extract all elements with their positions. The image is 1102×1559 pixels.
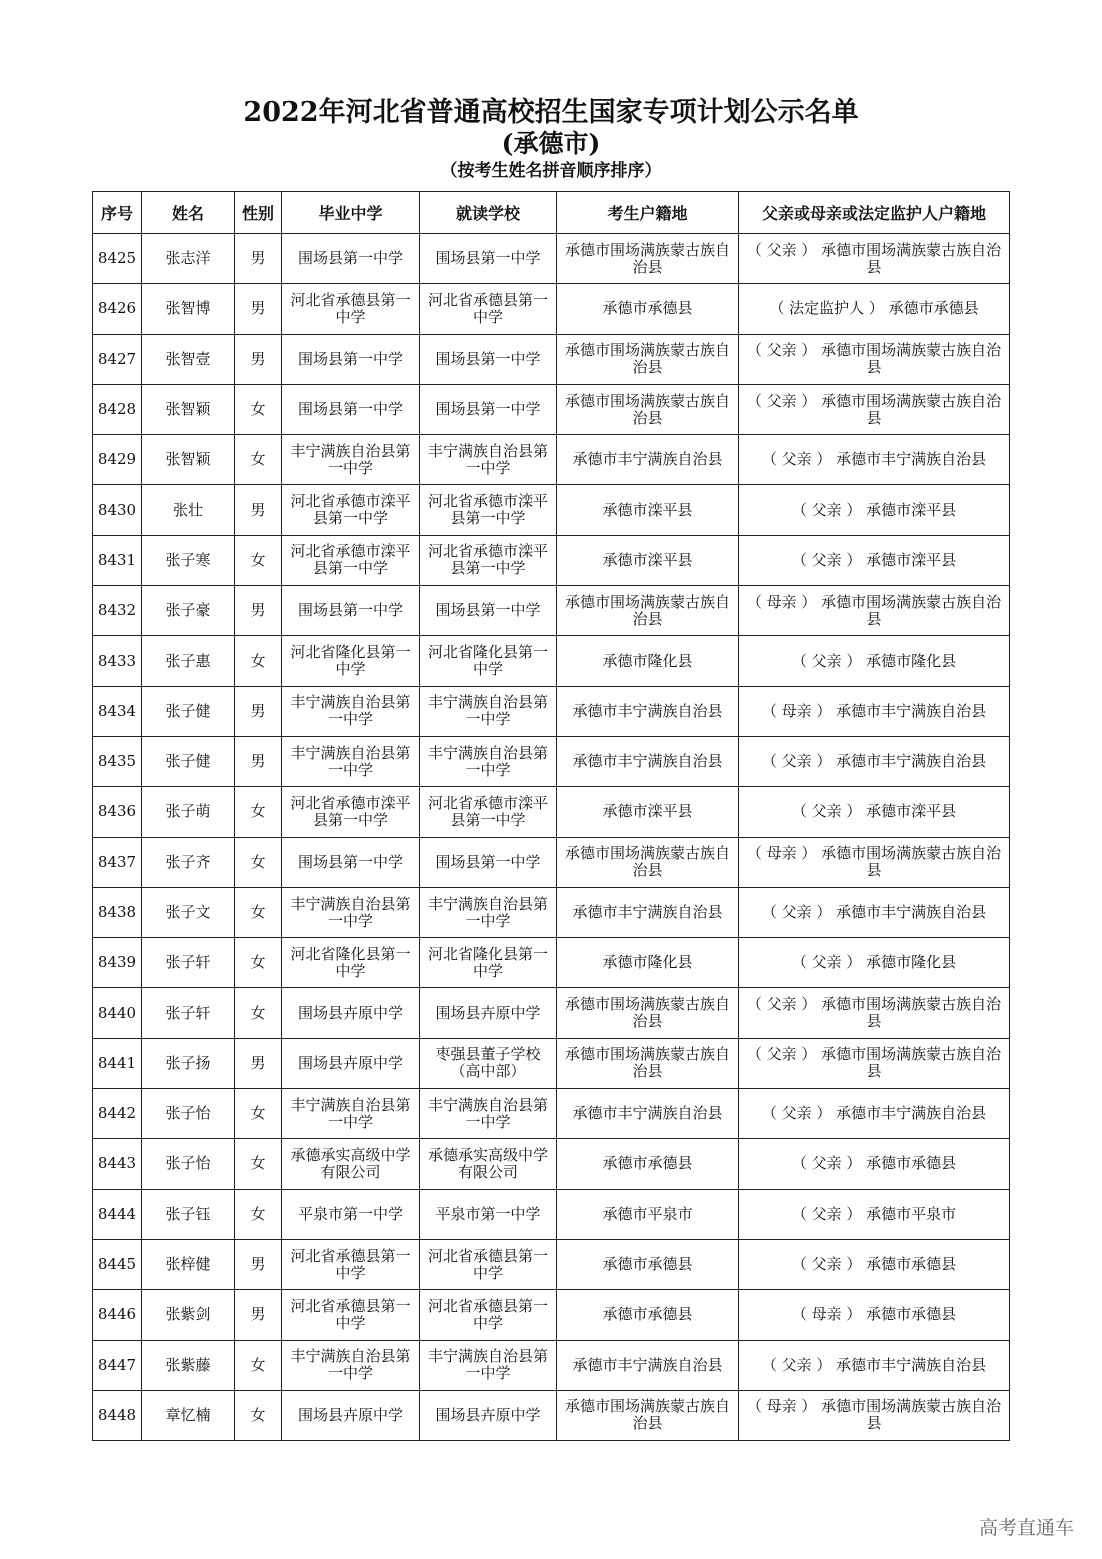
cell-gender: 女 xyxy=(235,1390,282,1440)
cell-guardian-registration: （ 父亲 ） 承德市承德县 xyxy=(739,1139,1010,1189)
cell-seq: 8444 xyxy=(93,1189,142,1239)
cell-guardian-registration: （ 母亲 ） 承德市丰宁满族自治县 xyxy=(739,686,1010,736)
cell-seq: 8445 xyxy=(93,1239,142,1289)
cell-gender: 女 xyxy=(235,938,282,988)
table-header-row xyxy=(93,192,1010,234)
cell-household-registration: 承德市丰宁满族自治县 xyxy=(557,686,739,736)
cell-household-registration: 承德市滦平县 xyxy=(557,787,739,837)
cell-gender: 女 xyxy=(235,988,282,1038)
cell-guardian-registration: （ 父亲 ） 承德市平泉市 xyxy=(739,1189,1010,1239)
column-header-seq: 序号 xyxy=(93,192,142,234)
cell-gender: 女 xyxy=(235,887,282,937)
cell-guardian-registration: （ 父亲 ） 承德市围场满族蒙古族自治县 xyxy=(739,334,1010,384)
cell-household-registration: 承德市围场满族蒙古族自治县 xyxy=(557,1390,739,1440)
column-header-current-school: 就读学校 xyxy=(420,192,557,234)
cell-seq: 8441 xyxy=(93,1038,142,1088)
cell-guardian-registration: （ 父亲 ） 承德市丰宁满族自治县 xyxy=(739,435,1010,485)
cell-current-school: 围场县第一中学 xyxy=(420,586,557,636)
cell-household-registration: 承德市围场满族蒙古族自治县 xyxy=(557,988,739,1038)
cell-name: 张子萌 xyxy=(142,787,235,837)
cell-household-registration: 承德市承德县 xyxy=(557,284,739,334)
cell-household-registration: 承德市围场满族蒙古族自治县 xyxy=(557,1038,739,1088)
cell-gender: 男 xyxy=(235,1038,282,1088)
cell-graduation-school: 围场县第一中学 xyxy=(282,837,420,887)
cell-gender: 女 xyxy=(235,435,282,485)
table-row xyxy=(93,485,1010,535)
cell-graduation-school: 河北省承德市滦平县第一中学 xyxy=(282,535,420,585)
cell-current-school: 丰宁满族自治县第一中学 xyxy=(420,435,557,485)
cell-current-school: 河北省承德县第一中学 xyxy=(420,284,557,334)
cell-seq: 8429 xyxy=(93,435,142,485)
cell-household-registration: 承德市围场满族蒙古族自治县 xyxy=(557,334,739,384)
cell-name: 张子怡 xyxy=(142,1139,235,1189)
cell-guardian-registration: （ 父亲 ） 承德市隆化县 xyxy=(739,938,1010,988)
cell-graduation-school: 河北省承德县第一中学 xyxy=(282,284,420,334)
cell-name: 张智壹 xyxy=(142,334,235,384)
cell-guardian-registration: （ 父亲 ） 承德市围场满族蒙古族自治县 xyxy=(739,988,1010,1038)
cell-name: 张子惠 xyxy=(142,636,235,686)
cell-name: 张子文 xyxy=(142,887,235,937)
table-row xyxy=(93,837,1010,887)
cell-guardian-registration: （ 父亲 ） 承德市隆化县 xyxy=(739,636,1010,686)
cell-graduation-school: 河北省承德县第一中学 xyxy=(282,1239,420,1289)
cell-graduation-school: 平泉市第一中学 xyxy=(282,1189,420,1239)
cell-name: 张子健 xyxy=(142,686,235,736)
cell-current-school: 河北省隆化县第一中学 xyxy=(420,938,557,988)
table-row xyxy=(93,334,1010,384)
table-row xyxy=(93,1239,1010,1289)
cell-seq: 8446 xyxy=(93,1290,142,1340)
table-row xyxy=(93,535,1010,585)
cell-guardian-registration: （ 父亲 ） 承德市丰宁满族自治县 xyxy=(739,1089,1010,1139)
table-row xyxy=(93,1139,1010,1189)
table-row xyxy=(93,384,1010,434)
cell-current-school: 枣强县董子学校（高中部） xyxy=(420,1038,557,1088)
cell-current-school: 丰宁满族自治县第一中学 xyxy=(420,887,557,937)
table-row xyxy=(93,938,1010,988)
cell-current-school: 平泉市第一中学 xyxy=(420,1189,557,1239)
cell-graduation-school: 河北省承德县第一中学 xyxy=(282,1290,420,1340)
cell-name: 张子轩 xyxy=(142,988,235,1038)
cell-graduation-school: 围场县第一中学 xyxy=(282,586,420,636)
cell-seq: 8436 xyxy=(93,787,142,837)
cell-gender: 男 xyxy=(235,736,282,786)
table-row xyxy=(93,1038,1010,1088)
column-header-guardian-registration: 父亲或母亲或法定监护人户籍地 xyxy=(739,192,1010,234)
cell-name: 张子健 xyxy=(142,736,235,786)
page-title: 2022年河北省普通高校招生国家专项计划公示名单 xyxy=(243,97,859,128)
cell-gender: 女 xyxy=(235,384,282,434)
cell-guardian-registration: （ 父亲 ） 承德市丰宁满族自治县 xyxy=(739,887,1010,937)
cell-household-registration: 承德市隆化县 xyxy=(557,938,739,988)
table-row xyxy=(93,1189,1010,1239)
sort-note: （按考生姓名拼音顺序排序） xyxy=(440,161,662,181)
cell-guardian-registration: （ 法定监护人 ） 承德市承德县 xyxy=(739,284,1010,334)
cell-graduation-school: 丰宁满族自治县第一中学 xyxy=(282,736,420,786)
cell-household-registration: 承德市滦平县 xyxy=(557,485,739,535)
cell-graduation-school: 围场县卉原中学 xyxy=(282,988,420,1038)
cell-current-school: 丰宁满族自治县第一中学 xyxy=(420,686,557,736)
table-row xyxy=(93,586,1010,636)
cell-guardian-registration: （ 父亲 ） 承德市围场满族蒙古族自治县 xyxy=(739,1038,1010,1088)
table-row xyxy=(93,636,1010,686)
cell-graduation-school: 河北省承德市滦平县第一中学 xyxy=(282,787,420,837)
cell-household-registration: 承德市承德县 xyxy=(557,1290,739,1340)
cell-current-school: 围场县第一中学 xyxy=(420,837,557,887)
cell-gender: 男 xyxy=(235,1290,282,1340)
cell-household-registration: 承德市丰宁满族自治县 xyxy=(557,1089,739,1139)
cell-seq: 8426 xyxy=(93,284,142,334)
cell-name: 张子寒 xyxy=(142,535,235,585)
cell-name: 张紫藤 xyxy=(142,1340,235,1390)
cell-guardian-registration: （ 母亲 ） 承德市围场满族蒙古族自治县 xyxy=(739,1390,1010,1440)
cell-current-school: 丰宁满族自治县第一中学 xyxy=(420,1089,557,1139)
cell-name: 张子钰 xyxy=(142,1189,235,1239)
cell-gender: 女 xyxy=(235,787,282,837)
cell-graduation-school: 丰宁满族自治县第一中学 xyxy=(282,1340,420,1390)
cell-name: 张子扬 xyxy=(142,1038,235,1088)
cell-current-school: 围场县卉原中学 xyxy=(420,1390,557,1440)
cell-seq: 8425 xyxy=(93,234,142,284)
cell-seq: 8430 xyxy=(93,485,142,535)
table-row xyxy=(93,736,1010,786)
cell-name: 张壮 xyxy=(142,485,235,535)
cell-seq: 8431 xyxy=(93,535,142,585)
watermark: 高考直通车 xyxy=(978,1517,1074,1539)
cell-name: 张智颖 xyxy=(142,435,235,485)
cell-gender: 女 xyxy=(235,636,282,686)
cell-current-school: 围场县第一中学 xyxy=(420,234,557,284)
cell-name: 张紫剑 xyxy=(142,1290,235,1340)
cell-current-school: 河北省承德县第一中学 xyxy=(420,1290,557,1340)
cell-guardian-registration: （ 父亲 ） 承德市滦平县 xyxy=(739,787,1010,837)
cell-household-registration: 承德市围场满族蒙古族自治县 xyxy=(557,234,739,284)
cell-seq: 8443 xyxy=(93,1139,142,1189)
cell-graduation-school: 丰宁满族自治县第一中学 xyxy=(282,887,420,937)
cell-graduation-school: 围场县卉原中学 xyxy=(282,1038,420,1088)
cell-guardian-registration: （ 母亲 ） 承德市围场满族蒙古族自治县 xyxy=(739,586,1010,636)
cell-current-school: 河北省隆化县第一中学 xyxy=(420,636,557,686)
cell-name: 张子豪 xyxy=(142,586,235,636)
cell-seq: 8442 xyxy=(93,1089,142,1139)
cell-guardian-registration: （ 父亲 ） 承德市丰宁满族自治县 xyxy=(739,736,1010,786)
cell-graduation-school: 围场县卉原中学 xyxy=(282,1390,420,1440)
cell-gender: 男 xyxy=(235,334,282,384)
cell-gender: 女 xyxy=(235,1189,282,1239)
cell-gender: 男 xyxy=(235,586,282,636)
cell-household-registration: 承德市承德县 xyxy=(557,1239,739,1289)
cell-current-school: 围场县第一中学 xyxy=(420,334,557,384)
cell-guardian-registration: （ 父亲 ） 承德市丰宁满族自治县 xyxy=(739,1340,1010,1390)
cell-current-school: 河北省承德市滦平县第一中学 xyxy=(420,535,557,585)
table-row xyxy=(93,988,1010,1038)
cell-gender: 女 xyxy=(235,1340,282,1390)
cell-seq: 8448 xyxy=(93,1390,142,1440)
cell-seq: 8433 xyxy=(93,636,142,686)
cell-current-school: 河北省承德市滦平县第一中学 xyxy=(420,485,557,535)
cell-gender: 男 xyxy=(235,686,282,736)
cell-graduation-school: 河北省承德市滦平县第一中学 xyxy=(282,485,420,535)
cell-guardian-registration: （ 母亲 ） 承德市承德县 xyxy=(739,1290,1010,1340)
cell-seq: 8435 xyxy=(93,736,142,786)
cell-seq: 8434 xyxy=(93,686,142,736)
cell-name: 张智博 xyxy=(142,284,235,334)
cell-gender: 女 xyxy=(235,837,282,887)
cell-seq: 8428 xyxy=(93,384,142,434)
cell-guardian-registration: （ 父亲 ） 承德市滦平县 xyxy=(739,535,1010,585)
page-subtitle: (承德市) xyxy=(501,129,601,158)
table-row xyxy=(93,284,1010,334)
table-row xyxy=(93,686,1010,736)
table-row xyxy=(93,787,1010,837)
table-row xyxy=(93,1390,1010,1440)
cell-guardian-registration: （ 父亲 ） 承德市滦平县 xyxy=(739,485,1010,535)
cell-graduation-school: 围场县第一中学 xyxy=(282,384,420,434)
cell-gender: 女 xyxy=(235,535,282,585)
cell-graduation-school: 围场县第一中学 xyxy=(282,234,420,284)
cell-name: 张子怡 xyxy=(142,1089,235,1139)
cell-household-registration: 承德市丰宁满族自治县 xyxy=(557,1340,739,1390)
cell-household-registration: 承德市滦平县 xyxy=(557,535,739,585)
cell-household-registration: 承德市围场满族蒙古族自治县 xyxy=(557,837,739,887)
cell-graduation-school: 丰宁满族自治县第一中学 xyxy=(282,435,420,485)
table-row xyxy=(93,234,1010,284)
cell-household-registration: 承德市承德县 xyxy=(557,1139,739,1189)
column-header-graduation-school: 毕业中学 xyxy=(282,192,420,234)
cell-name: 张梓健 xyxy=(142,1239,235,1289)
cell-gender: 男 xyxy=(235,234,282,284)
cell-graduation-school: 丰宁满族自治县第一中学 xyxy=(282,686,420,736)
column-header-gender: 性别 xyxy=(235,192,282,234)
column-header-name: 姓名 xyxy=(142,192,235,234)
cell-household-registration: 承德市丰宁满族自治县 xyxy=(557,736,739,786)
cell-current-school: 承德承实高级中学有限公司 xyxy=(420,1139,557,1189)
cell-current-school: 河北省承德市滦平县第一中学 xyxy=(420,787,557,837)
cell-gender: 男 xyxy=(235,1239,282,1289)
cell-name: 张智颖 xyxy=(142,384,235,434)
cell-seq: 8432 xyxy=(93,586,142,636)
cell-seq: 8440 xyxy=(93,988,142,1038)
table-row xyxy=(93,435,1010,485)
cell-gender: 男 xyxy=(235,485,282,535)
cell-name: 张子轩 xyxy=(142,938,235,988)
cell-household-registration: 承德市丰宁满族自治县 xyxy=(557,435,739,485)
cell-gender: 男 xyxy=(235,284,282,334)
cell-seq: 8427 xyxy=(93,334,142,384)
cell-name: 章忆楠 xyxy=(142,1390,235,1440)
cell-guardian-registration: （ 父亲 ） 承德市承德县 xyxy=(739,1239,1010,1289)
cell-seq: 8437 xyxy=(93,837,142,887)
cell-current-school: 河北省承德县第一中学 xyxy=(420,1239,557,1289)
table-row xyxy=(93,1089,1010,1139)
cell-seq: 8447 xyxy=(93,1340,142,1390)
cell-graduation-school: 河北省隆化县第一中学 xyxy=(282,938,420,988)
cell-current-school: 围场县第一中学 xyxy=(420,384,557,434)
cell-graduation-school: 河北省隆化县第一中学 xyxy=(282,636,420,686)
cell-household-registration: 承德市隆化县 xyxy=(557,636,739,686)
cell-household-registration: 承德市平泉市 xyxy=(557,1189,739,1239)
cell-household-registration: 承德市围场满族蒙古族自治县 xyxy=(557,586,739,636)
cell-gender: 女 xyxy=(235,1139,282,1189)
cell-seq: 8438 xyxy=(93,887,142,937)
table-row xyxy=(93,887,1010,937)
column-header-household-registration: 考生户籍地 xyxy=(557,192,739,234)
cell-current-school: 丰宁满族自治县第一中学 xyxy=(420,1340,557,1390)
cell-name: 张子齐 xyxy=(142,837,235,887)
cell-guardian-registration: （ 母亲 ） 承德市围场满族蒙古族自治县 xyxy=(739,837,1010,887)
cell-current-school: 丰宁满族自治县第一中学 xyxy=(420,736,557,786)
cell-gender: 女 xyxy=(235,1089,282,1139)
cell-household-registration: 承德市围场满族蒙古族自治县 xyxy=(557,384,739,434)
table-row xyxy=(93,1290,1010,1340)
cell-household-registration: 承德市丰宁满族自治县 xyxy=(557,887,739,937)
cell-graduation-school: 丰宁满族自治县第一中学 xyxy=(282,1089,420,1139)
cell-name: 张志洋 xyxy=(142,234,235,284)
cell-graduation-school: 承德承实高级中学有限公司 xyxy=(282,1139,420,1189)
table-row xyxy=(93,1340,1010,1390)
cell-seq: 8439 xyxy=(93,938,142,988)
cell-guardian-registration: （ 父亲 ） 承德市围场满族蒙古族自治县 xyxy=(739,234,1010,284)
roster-table xyxy=(92,191,1010,1441)
cell-current-school: 围场县卉原中学 xyxy=(420,988,557,1038)
cell-guardian-registration: （ 父亲 ） 承德市围场满族蒙古族自治县 xyxy=(739,384,1010,434)
cell-graduation-school: 围场县第一中学 xyxy=(282,334,420,384)
